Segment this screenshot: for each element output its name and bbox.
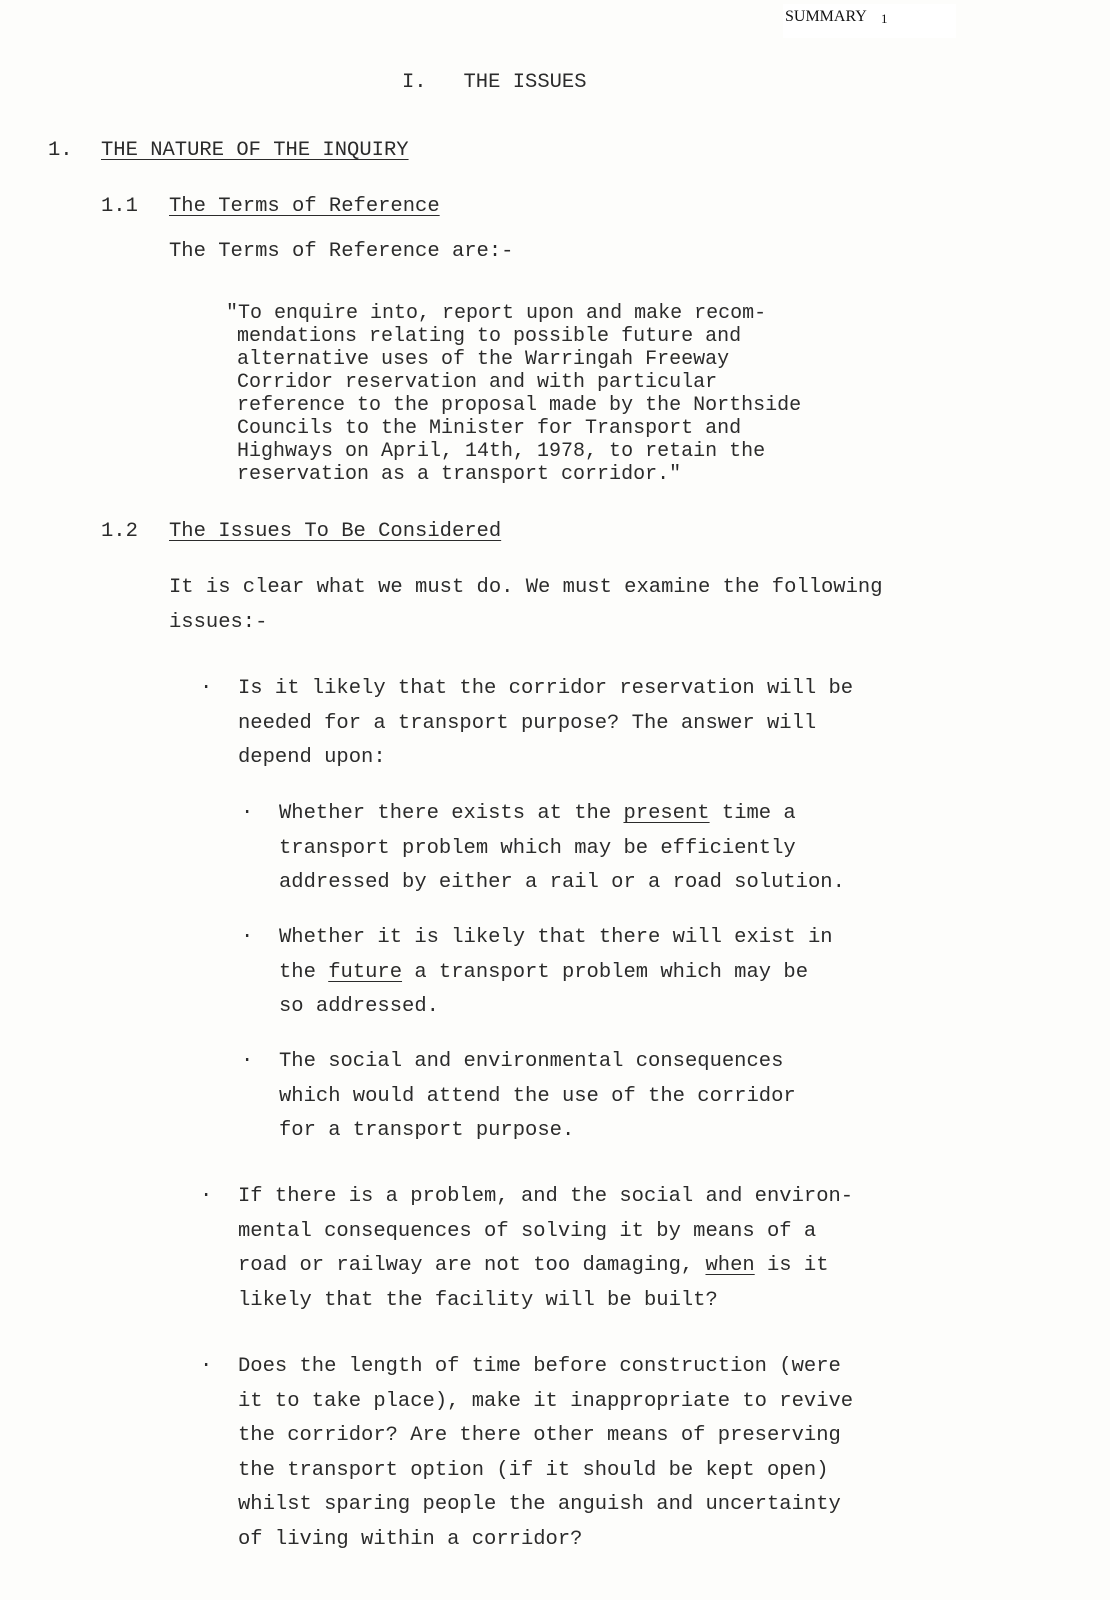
issue-line: needed for a transport purpose? The answer will xyxy=(238,711,817,735)
bullet: . xyxy=(241,921,254,944)
text-run: the xyxy=(279,960,329,984)
header-page-number: 1 xyxy=(881,11,888,26)
sub-issue-1 xyxy=(279,797,845,901)
issue-line: If there is a problem, and the social and environ- xyxy=(238,1185,854,1208)
sub-issue-line: which would attend the use of the corridor xyxy=(279,1084,796,1108)
sub-issue-line: for a transport purpose. xyxy=(279,1119,575,1142)
subsection-number-1-2: 1.2 xyxy=(101,520,138,543)
terms-intro: The Terms of Reference are:- xyxy=(169,240,514,263)
bullet: . xyxy=(241,797,254,820)
quote-line: mendations relating to possible future and xyxy=(237,325,742,348)
sub-issue-2 xyxy=(279,921,833,1025)
issue-line: Does the length of time before construction (were xyxy=(238,1355,841,1378)
emphasis-future: future xyxy=(328,960,403,984)
issue-line: of living within a corridor? xyxy=(238,1527,583,1551)
section-number: 1. xyxy=(48,139,73,162)
emphasis-present: present xyxy=(623,802,710,825)
quote-line: Highways on April, 14th, 1978, to retain the xyxy=(237,440,766,463)
text-run: a transport problem which may be xyxy=(402,960,808,984)
issue-line xyxy=(238,1249,853,1284)
sub-issue-line: addressed by either a rail or a road solution. xyxy=(279,871,845,894)
sub-issue-3 xyxy=(279,1045,796,1149)
quote-line: Corridor reservation and with particular xyxy=(237,371,718,394)
subsection-title-terms: The Terms of Reference xyxy=(169,195,440,218)
issue-line: depend upon: xyxy=(238,746,386,769)
part-title: I. THE ISSUES xyxy=(402,71,587,94)
intro-line: issues:- xyxy=(169,610,268,634)
subsection-number-1-1: 1.1 xyxy=(101,195,138,218)
sub-issue-line: so addressed. xyxy=(279,995,439,1018)
intro-line: It is clear what we must do. We must examine the following xyxy=(169,576,883,599)
quote-line: alternative uses of the Warringah Freeway xyxy=(237,348,730,371)
quote-line: "To enquire into, report upon and make recom- xyxy=(226,302,767,325)
issue-1 xyxy=(238,672,853,776)
sub-issue-line: The social and environmental consequences xyxy=(279,1050,784,1073)
sub-issue-line xyxy=(279,797,845,832)
issue-line: whilst sparing people the anguish and uncertainty xyxy=(238,1493,841,1516)
bullet: . xyxy=(241,1045,254,1068)
section-title: THE NATURE OF THE INQUIRY xyxy=(101,139,409,162)
bullet: . xyxy=(200,1180,213,1203)
quote-line: reservation as a transport corridor." xyxy=(237,463,682,486)
issue-3 xyxy=(238,1350,853,1557)
issue-2 xyxy=(238,1180,853,1318)
text-run: is it xyxy=(754,1254,829,1277)
issue-line: Is it likely that the corridor reservation will be xyxy=(238,677,854,700)
quote-line: reference to the proposal made by the Northside xyxy=(237,394,802,417)
issue-line: likely that the facility will be built? xyxy=(238,1288,718,1312)
emphasis-when: when xyxy=(705,1254,755,1277)
text-run: Whether there exists at the xyxy=(279,802,624,825)
text-run: time a xyxy=(709,802,796,825)
issue-line: the transport option (if it should be kept open) xyxy=(238,1458,829,1482)
header-label: SUMMARY xyxy=(785,8,867,25)
bullet: . xyxy=(200,672,213,695)
subsection-title-issues: The Issues To Be Considered xyxy=(169,520,502,543)
issues-intro xyxy=(169,571,883,640)
bullet: . xyxy=(200,1350,213,1373)
issue-line: the corridor? Are there other means of preserving xyxy=(238,1424,841,1447)
sub-issue-line xyxy=(279,956,833,991)
terms-quote xyxy=(226,302,801,486)
issue-line: mental consequences of solving it by means of a xyxy=(238,1219,817,1243)
page-header-tag xyxy=(783,4,956,38)
quote-line: Councils to the Minister for Transport and xyxy=(237,417,742,440)
sub-issue-line: Whether it is likely that there will exist in xyxy=(279,926,833,949)
issue-line: it to take place), make it inappropriate to revive xyxy=(238,1389,854,1413)
text-run: road or railway are not too damaging, xyxy=(238,1254,706,1277)
sub-issue-line: transport problem which may be efficiently xyxy=(279,836,796,860)
